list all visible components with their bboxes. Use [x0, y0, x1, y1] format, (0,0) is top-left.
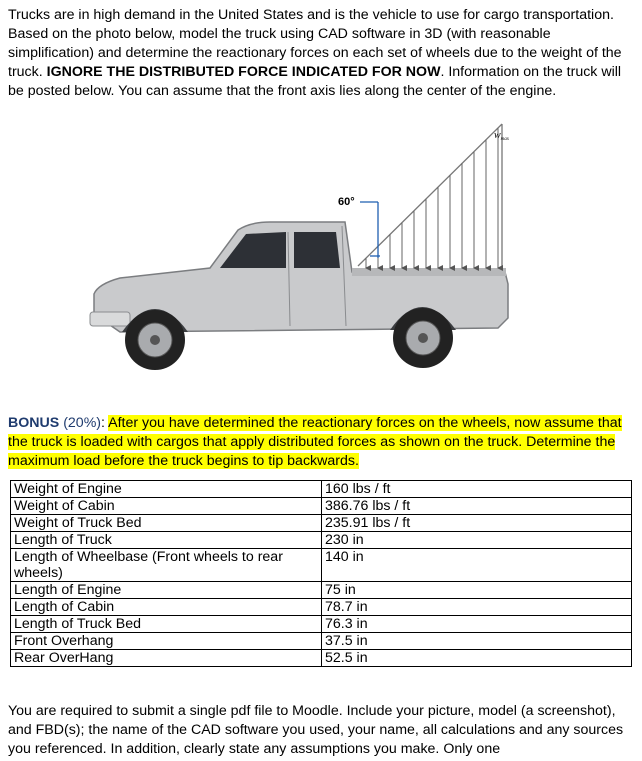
property-cell: Length of Cabin — [11, 599, 322, 616]
table-row — [11, 599, 632, 616]
property-cell: Weight of Cabin — [11, 498, 322, 515]
value-cell: 386.76 lbs / ft — [322, 498, 632, 515]
value-cell: 75 in — [322, 582, 632, 599]
table-row — [11, 532, 632, 549]
property-cell: Weight of Engine — [11, 481, 322, 498]
bonus-paragraph — [8, 414, 634, 471]
value-cell: 76.3 in — [322, 616, 632, 633]
table-row — [11, 498, 632, 515]
intro-text: Trucks are in high demand in the United States and is the vehicle to use for cargo transportation. Based on the photo below, model the truck using CAD software in 3D (with reasonable simplification) and determine the reactionary forces on each set of wheels due to the weight of the truck. — [8, 7, 622, 80]
property-cell: Weight of Truck Bed — [11, 515, 322, 532]
table-row — [11, 549, 632, 582]
table-row — [11, 515, 632, 532]
truck-figure — [60, 118, 580, 388]
property-cell: Length of Wheelbase (Front wheels to rear wheels) — [11, 549, 322, 582]
table-row — [11, 633, 632, 650]
value-cell: 160 lbs / ft — [322, 481, 632, 498]
value-cell: 52.5 in — [322, 650, 632, 667]
distributed-load-diagram — [338, 124, 510, 268]
property-cell: Rear OverHang — [11, 650, 322, 667]
table-row — [11, 650, 632, 667]
value-cell: 230 in — [322, 532, 632, 549]
intro-paragraph — [8, 6, 634, 101]
table-row — [11, 616, 632, 633]
bonus-highlighted-text: After you have determined the reactionary forces on the wheels, now assume that the truck is loaded with cargos that apply distributed forces as shown on the truck. Determine the maximum load before the truck begins to tip backwards. — [8, 415, 622, 469]
table-row — [11, 582, 632, 599]
intro-bold-instruction: IGNORE THE DISTRIBUTED FORCE INDICATED FOR NOW — [46, 64, 441, 80]
intro-text-after: . Information on the truck will be posted below. You can assume that the front axis lies along the center of the engine. — [8, 64, 622, 99]
bonus-percent: (20%) — [59, 415, 102, 431]
value-cell: 140 in — [322, 549, 632, 582]
truck-specification-table — [10, 480, 632, 667]
bonus-label: BONUS — [8, 415, 60, 431]
angle-label: 60° — [338, 196, 355, 208]
property-cell: Front Overhang — [11, 633, 322, 650]
property-cell: Length of Engine — [11, 582, 322, 599]
bonus-colon: : — [101, 415, 109, 431]
value-cell: 37.5 in — [322, 633, 632, 650]
property-cell: Length of Truck — [11, 532, 322, 549]
table-row — [11, 481, 632, 498]
load-label-subscript: max — [500, 137, 510, 142]
value-cell: 78.7 in — [322, 599, 632, 616]
value-cell: 235.91 lbs / ft — [322, 515, 632, 532]
truck-illustration — [90, 222, 508, 370]
submission-instructions: You are required to submit a single pdf file to Moodle. Include your picture, model (a screenshot), and FBD(s); the name of the CAD software you used, your name, all calculations and any sources you referenced. In addition, clearly state any assumptions you make. Only one — [8, 703, 624, 757]
property-cell: Length of Truck Bed — [11, 616, 322, 633]
load-label-symbol: w — [494, 130, 501, 141]
